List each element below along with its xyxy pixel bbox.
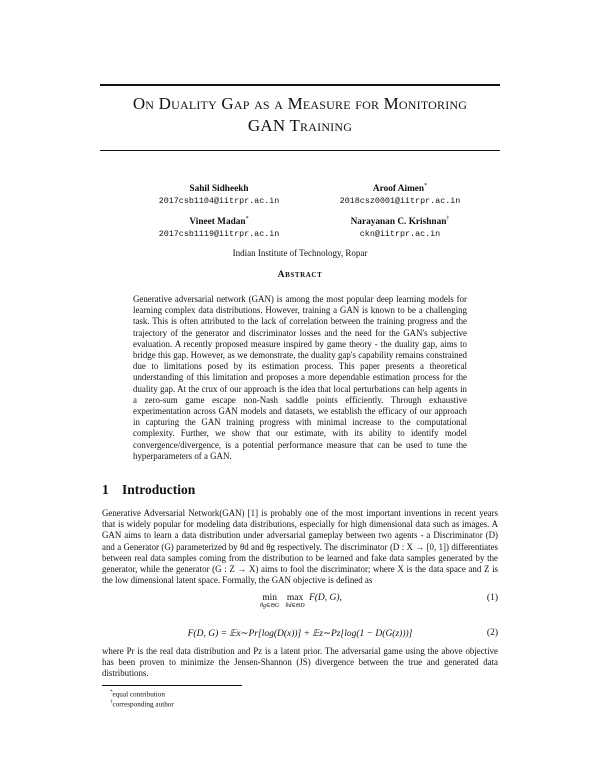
section-number: 1 xyxy=(102,482,109,497)
title-line-2: GAN Training xyxy=(247,116,353,135)
equation-2 xyxy=(102,628,498,642)
author-block xyxy=(300,213,500,240)
author-email: ckn@iitrpr.ac.in xyxy=(359,229,441,240)
author-name: Aroof Aimen xyxy=(372,184,425,195)
footnote-mark: * xyxy=(110,690,113,695)
author-block xyxy=(119,213,319,240)
author-name: Sahil Sidheekh xyxy=(189,184,249,195)
author-block xyxy=(119,180,319,207)
title-rule-top xyxy=(100,84,500,86)
equation-body: F(D, G), xyxy=(308,593,342,603)
equation-number: (2) xyxy=(486,628,498,638)
section-title: Introduction xyxy=(122,482,196,497)
author-name: Vineet Madan xyxy=(189,217,246,228)
author-email: 2017csb1119@iitrpr.ac.in xyxy=(158,229,280,240)
footnote-mark: † xyxy=(110,700,113,705)
intro-paragraph: Generative Adversarial Network(GAN) [1] is probably one of the most important inventions in recent years that is widely popular for modeling data distributions, especially for high dimensional data such as images. A GAN aims to learn a data distribution under adversarial gameplay between two agents - a Discriminator (D) and a Generator (G) parameterized by θd and θg respectively. The discriminator (D : X → [0, 1]) differentiates between real data samples coming from the distribution to be learned and fake data samples generated by the generator, while the generator (G : Z → X) aims to fool the discriminator; where X is the data space and Z is the low dimensional latent space. Formally, the GAN objective is defined as xyxy=(102,508,498,586)
equation-1 xyxy=(102,593,498,613)
equation-body: F(D, G) = 𝔼x∼Pr[log(D(x))] + 𝔼z∼Pz[log(1 − D(G(z)))] xyxy=(187,629,413,639)
author-mark: † xyxy=(446,216,450,222)
title-rule-bottom xyxy=(100,150,500,151)
footnote-text: equal contribution xyxy=(112,690,165,699)
abstract-heading: Abstract xyxy=(277,270,323,280)
max-operator: max θd∈ΘD xyxy=(285,593,305,609)
author-name: Narayanan C. Krishnan xyxy=(350,217,447,228)
author-email: 2018csz0001@iitrpr.ac.in xyxy=(339,196,461,207)
intro-paragraph: where Pr is the real data distribution and Pz is a latent prior. The adversarial game using the above objective has been proven to minimize the Jensen-Shannon (JS) divergence between the true and generated data distributions. xyxy=(102,646,498,679)
paper-title xyxy=(60,93,540,137)
affiliation: Indian Institute of Technology, Ropar xyxy=(232,248,368,258)
equation-number: (1) xyxy=(486,593,498,603)
author-block xyxy=(300,180,500,207)
footnote-rule xyxy=(102,685,242,686)
author-email: 2017csb1104@iitrpr.ac.in xyxy=(158,196,280,207)
arxiv-stamp xyxy=(2,180,38,580)
section-heading xyxy=(102,482,195,498)
author-mark: * xyxy=(424,183,428,189)
author-mark: * xyxy=(245,216,249,222)
title-line-1: On Duality Gap as a Measure for Monitoring xyxy=(132,94,468,113)
footnote-text: corresponding author xyxy=(112,700,174,709)
footnote xyxy=(110,698,174,709)
min-operator: min θg∈ΘG xyxy=(260,593,280,609)
abstract-text: Generative adversarial network (GAN) is among the most popular deep learning models for learning complex data distributions. However, training a GAN is known to be a challenging task. This is often attributed to the lack of correlation between the training progress and the trajectory of the generator and discriminator losses and the need for the GAN's subjective evaluation. A recently proposed measure inspired by game theory - the duality gap, aims to bridge this gap. However, as we demonstrate, the duality gap's capability remains constrained due to limitations posed by its estimation process. This paper presents a theoretical understanding of this limitation and proposes a more dependable estimation process for the duality gap. At the crux of our approach is the idea that local perturbations can help agents in a zero-sum game escape non-Nash saddle points efficiently. Through exhaustive experimentation across GAN models and datasets, we establish the efficacy of our approach in capturing the GAN training progress with minimal increase to the computational complexity. Further, we show that our estimate, with its ability to identify model convergence/divergence, is a potential performance measure that can be used to tune the hyperparameters of a GAN. xyxy=(133,294,467,461)
